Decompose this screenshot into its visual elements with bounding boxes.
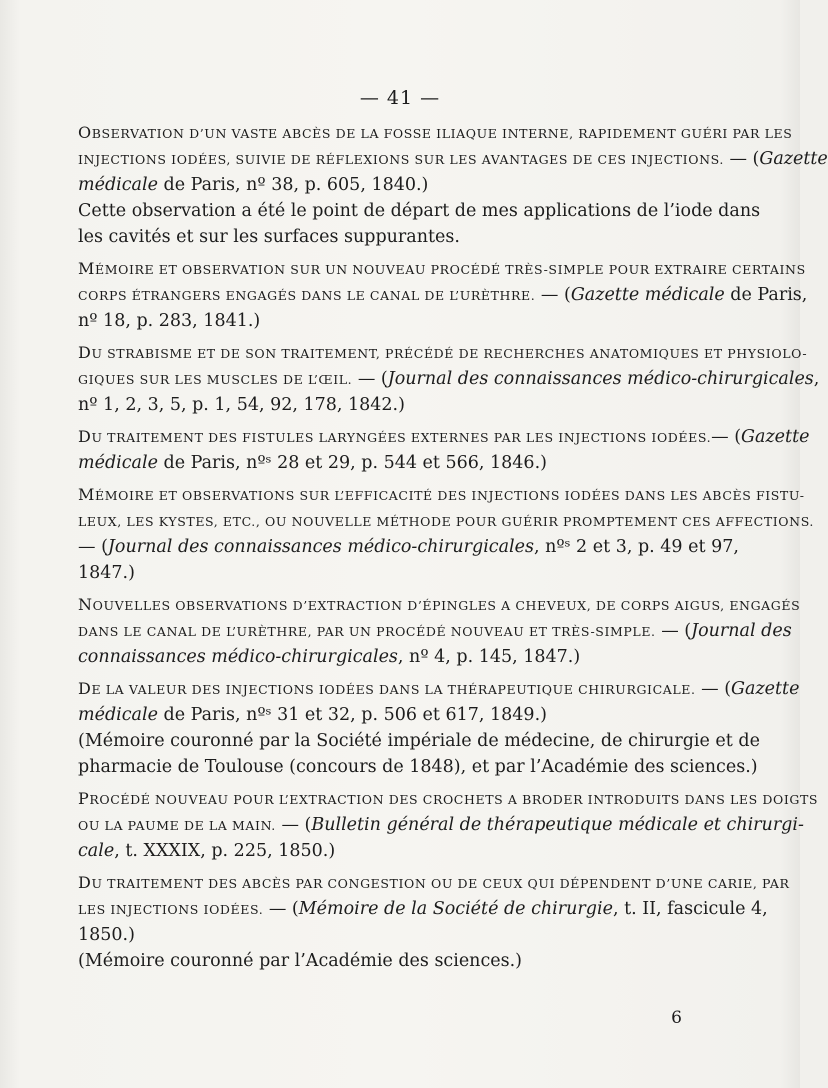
text-segment: connaissances médico-chirurgicales (78, 647, 398, 667)
text-segment: Gazette (759, 149, 828, 169)
text-segment: Gazette médicale (570, 285, 725, 305)
text-segment: U STRABISME ET DE SON TRAITEMENT, PRÉCÉDÉ DE RECHERCHES ANATOMIQUES ET PHYSIOLO- (91, 346, 808, 361)
text-segment: — ( (263, 899, 299, 919)
text-segment: Mémoire de la Société de chirurgie (298, 899, 613, 919)
small-caps-heading (78, 679, 696, 698)
text-segment: Bulletin général de thérapeutique médicale et chirurgi- (311, 815, 804, 835)
small-caps-heading (78, 485, 805, 504)
text-segment: médicale (78, 705, 158, 725)
text-segment: — ( (78, 537, 108, 557)
text-segment: , nº 4, p. 145, 1847.) (397, 647, 581, 667)
bibliography-entry (78, 424, 810, 476)
small-caps-heading (78, 123, 793, 142)
text-segment: M (78, 259, 95, 278)
text-line (78, 450, 738, 476)
text-segment: OUVELLES OBSERVATIONS D’EXTRACTION D’ÉPINGLES A CHEVEUX, DE CORPS AIGUS, ENGAGÉS (92, 598, 801, 613)
text-line (78, 948, 738, 974)
bibliography-entry (78, 256, 808, 334)
small-caps-heading (78, 789, 819, 808)
text-segment: OU LA PAUME DE LA MAIN. (78, 818, 276, 833)
text-segment: cale (78, 841, 115, 861)
text-line (78, 340, 808, 366)
text-segment: de Paris, nºˢ 28 et 29, p. 544 et 566, 1846.) (157, 453, 547, 473)
text-segment: Journal des connaissances médico-chirurgicales (107, 537, 534, 557)
text-segment: , t. II, fascicule 4, (612, 899, 768, 919)
bibliography-entry (78, 340, 820, 418)
text-segment: D (78, 343, 92, 362)
text-segment: D (78, 873, 92, 892)
text-segment: 1847.) (78, 563, 135, 583)
signature-mark: 6 (671, 1008, 682, 1028)
text-segment: (Mémoire couronné par la Société impériale de médecine, de chirurgie et de (78, 731, 760, 751)
text-segment: M (78, 485, 95, 504)
text-segment: , nºˢ 2 et 3, p. 49 et 97, (533, 537, 739, 557)
text-segment: Gazette (741, 427, 810, 447)
text-line (78, 534, 738, 560)
page-number: — 41 — (359, 87, 441, 109)
text-segment: D (78, 679, 92, 698)
text-line (78, 644, 738, 670)
text-segment: P (78, 789, 90, 808)
text-segment: ROCÉDÉ NOUVEAU POUR L’EXTRACTION DES CROCHETS A BRODER INTRODUITS DANS LES DOIGTS (89, 792, 819, 807)
bibliography-entry (78, 120, 828, 250)
text-segment: , t. XXXIX, p. 225, 1850.) (114, 841, 336, 861)
text-line (78, 618, 792, 644)
small-caps-heading (78, 259, 806, 278)
small-caps-heading (78, 595, 801, 614)
text-line (78, 366, 820, 392)
small-caps-heading (78, 427, 712, 446)
text-segment: pharmacie de Toulouse (concours de 1848), et par l’Académie des sciences.) (78, 757, 758, 777)
bibliography-entry (78, 676, 800, 780)
text-segment: médicale (78, 175, 158, 195)
text-segment: nº 1, 2, 3, 5, p. 1, 54, 92, 178, 1842.) (78, 395, 405, 415)
text-segment: les cavités et sur les surfaces suppurantes. (78, 227, 460, 247)
text-segment: — ( (352, 369, 388, 389)
text-line (78, 282, 808, 308)
text-line (78, 256, 806, 282)
text-segment: N (78, 595, 93, 614)
text-segment: ÉMOIRE ET OBSERVATION SUR UN NOUVEAU PROCÉDÉ TRÈS-SIMPLE POUR EXTRAIRE CERTAINS (94, 262, 806, 277)
text-segment: D (78, 427, 92, 446)
small-caps-heading (78, 873, 790, 892)
bibliography-entry (78, 482, 814, 586)
text-segment: U TRAITEMENT DES FISTULES LARYNGÉES EXTERNES PAR LES INJECTIONS IODÉES. (91, 430, 712, 445)
text-line (78, 172, 738, 198)
text-segment: nº 18, p. 283, 1841.) (78, 311, 261, 331)
text-line (78, 676, 800, 702)
text-segment: E LA VALEUR DES INJECTIONS IODÉES DANS LA THÉRAPEUTIQUE CHIRURGICALE. (91, 682, 696, 697)
text-segment: — ( (723, 149, 760, 169)
text-line (78, 870, 790, 896)
text-segment: , (813, 369, 820, 389)
text-line (78, 424, 810, 450)
text-line (78, 838, 738, 864)
text-line (78, 392, 738, 418)
text-line (78, 308, 738, 334)
text-segment: (Mémoire couronné par l’Académie des sciences.) (78, 951, 522, 971)
text-line (78, 508, 814, 534)
bibliography-list (78, 120, 828, 980)
text-segment: LEUX, LES KYSTES, ETC., OU NOUVELLE MÉTHODE POUR GUÉRIR PROMPTEMENT CES AFFECTIONS. (78, 514, 814, 529)
text-line (78, 146, 828, 172)
text-segment: — ( (711, 427, 742, 447)
text-segment: CORPS ÉTRANGERS ENGAGÉS DANS LE CANAL DE L’URÈTHRE. (78, 288, 536, 303)
text-line (78, 896, 768, 922)
text-line (78, 728, 760, 754)
small-caps-heading (78, 343, 808, 362)
text-segment: U TRAITEMENT DES ABCÈS PAR CONGESTION OU DE CEUX QUI DÉPENDENT D’UNE CARIE, PAR (91, 876, 790, 891)
text-line (78, 592, 801, 618)
bibliography-entry (78, 592, 801, 670)
text-segment: LES INJECTIONS IODÉES. (78, 902, 264, 917)
text-segment: Cette observation a été le point de départ de mes applications de l’iode dans (78, 201, 761, 221)
text-segment: — ( (655, 621, 692, 641)
text-line (78, 754, 758, 780)
text-segment: de Paris, nºˢ 31 et 32, p. 506 et 617, 1849.) (157, 705, 547, 725)
text-segment: Journal des connaissances médico-chirurgicales (387, 369, 814, 389)
text-line (78, 702, 738, 728)
text-segment: Gazette (731, 679, 800, 699)
text-line (78, 922, 738, 948)
text-line (78, 812, 804, 838)
text-segment: 1850.) (78, 925, 135, 945)
text-line (78, 120, 793, 146)
text-segment: GIQUES SUR LES MUSCLES DE L’ŒIL. (78, 372, 353, 387)
text-segment: — ( (535, 285, 571, 305)
bibliography-entry (78, 870, 790, 974)
text-segment: INJECTIONS IODÉES, SUIVIE DE RÉFLEXIONS SUR LES AVANTAGES DE CES INJECTIONS. (78, 152, 724, 167)
text-segment: — ( (275, 815, 312, 835)
text-line (78, 198, 761, 224)
text-segment: O (78, 123, 92, 142)
text-segment: de Paris, (724, 285, 808, 305)
text-line (78, 224, 738, 250)
text-segment: ÉMOIRE ET OBSERVATIONS SUR L’EFFICACITÉ DES INJECTIONS IODÉES DANS LES ABCÈS FISTU- (94, 488, 805, 503)
text-segment: DANS LE CANAL DE L’URÈTHRE, PAR UN PROCÉDÉ NOUVEAU ET TRÈS-SIMPLE. (78, 624, 656, 639)
text-line (78, 560, 738, 586)
text-segment: Journal des (691, 621, 792, 641)
text-segment: de Paris, nº 38, p. 605, 1840.) (157, 175, 429, 195)
text-segment: — ( (695, 679, 732, 699)
text-line (78, 786, 819, 812)
text-segment: BSERVATION D’UN VASTE ABCÈS DE LA FOSSE ILIAQUE INTERNE, RAPIDEMENT GUÉRI PAR LES (91, 126, 793, 141)
text-segment: médicale (78, 453, 158, 473)
text-line (78, 482, 805, 508)
bibliography-entry (78, 786, 819, 864)
